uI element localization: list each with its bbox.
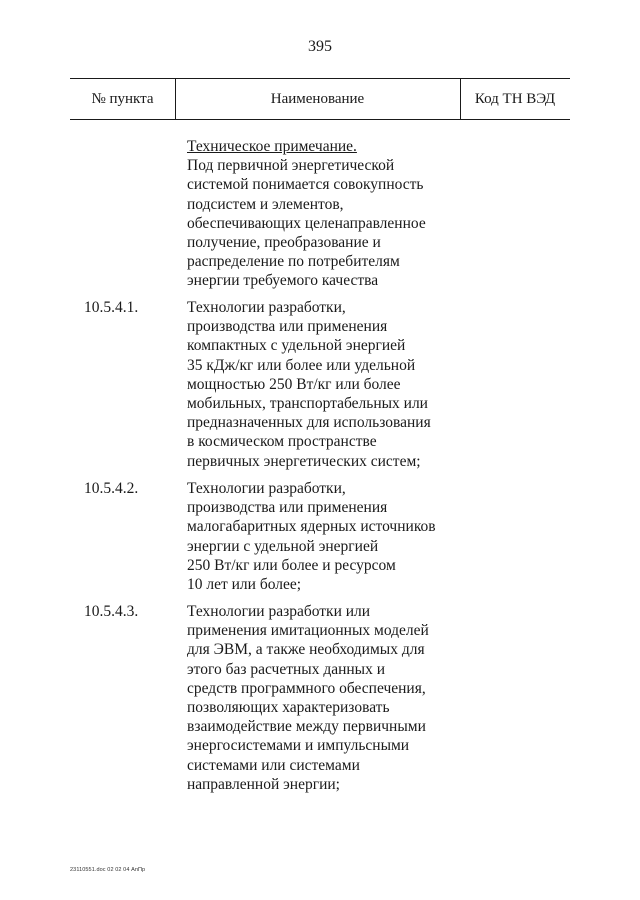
item-line: применения имитационных моделей [187, 622, 429, 640]
header-name: Наименование [270, 91, 365, 107]
header-item-number: № пункта [91, 91, 154, 107]
note-line: получение, преобразование и [187, 234, 381, 252]
technical-note [187, 137, 477, 291]
item-line: Технологии разработки или [187, 603, 371, 620]
item-number: 10.5.4.1. [84, 299, 139, 316]
item-line: энергосистемами и импульсными [187, 737, 410, 755]
note-line: подсистем и элементов, [187, 195, 344, 213]
item-line: 250 Вт/кг или более и ресурсом [187, 556, 396, 574]
item-description [187, 298, 487, 471]
note-title: Техническое примечание. [187, 138, 357, 155]
item-line: в космическом пространстве [187, 433, 377, 451]
item-line: энергии с удельной энергией [187, 537, 379, 555]
item-number: 10.5.4.3. [84, 603, 139, 620]
item-line: производства или применения [187, 318, 388, 336]
item-line: этого баз расчетных данных и [187, 660, 386, 678]
item-line: малогабаритных ядерных источников [187, 518, 436, 536]
item-line: Технологии разработки, [187, 480, 346, 497]
item-number: 10.5.4.2. [84, 480, 139, 497]
note-line: обеспечивающих целенаправленное [187, 214, 426, 232]
item-line: компактных с удельной энергией [187, 337, 406, 355]
item-line: первичных энергетических систем; [187, 452, 421, 470]
page-number: 395 [308, 38, 332, 55]
item-line: производства или применения [187, 499, 388, 517]
item-line: предназначенных для использования [187, 414, 431, 432]
item-description [187, 602, 487, 794]
item-line: мобильных, транспортабельных или [187, 395, 428, 413]
item-description [187, 479, 487, 594]
item-line: 35 кДж/кг или более или удельной [187, 356, 416, 374]
document-footer: 23110551.doc 02 02 04 АпПр [70, 867, 146, 873]
item-line: мощностью 250 Вт/кг или более [187, 375, 401, 393]
header-code: Код ТН ВЭД [474, 91, 556, 107]
item-line: 10 лет или более; [187, 576, 302, 594]
note-line: системой понимается совокупность [187, 176, 424, 194]
item-line: для ЭВМ, а также необходимых для [187, 641, 425, 659]
table-header [70, 78, 570, 120]
item-line: Технологии разработки, [187, 299, 346, 316]
item-line: взаимодействие между первичными [187, 718, 426, 736]
note-line: Под первичной энергетической [187, 157, 395, 175]
item-line: направленной энергии; [187, 775, 340, 793]
item-line: средств программного обеспечения, [187, 679, 426, 697]
note-line: энергии требуемого качества [187, 272, 379, 290]
item-line: позволяющих характеризовать [187, 699, 390, 717]
note-line: распределение по потребителям [187, 253, 400, 271]
item-line: системами или системами [187, 756, 360, 774]
